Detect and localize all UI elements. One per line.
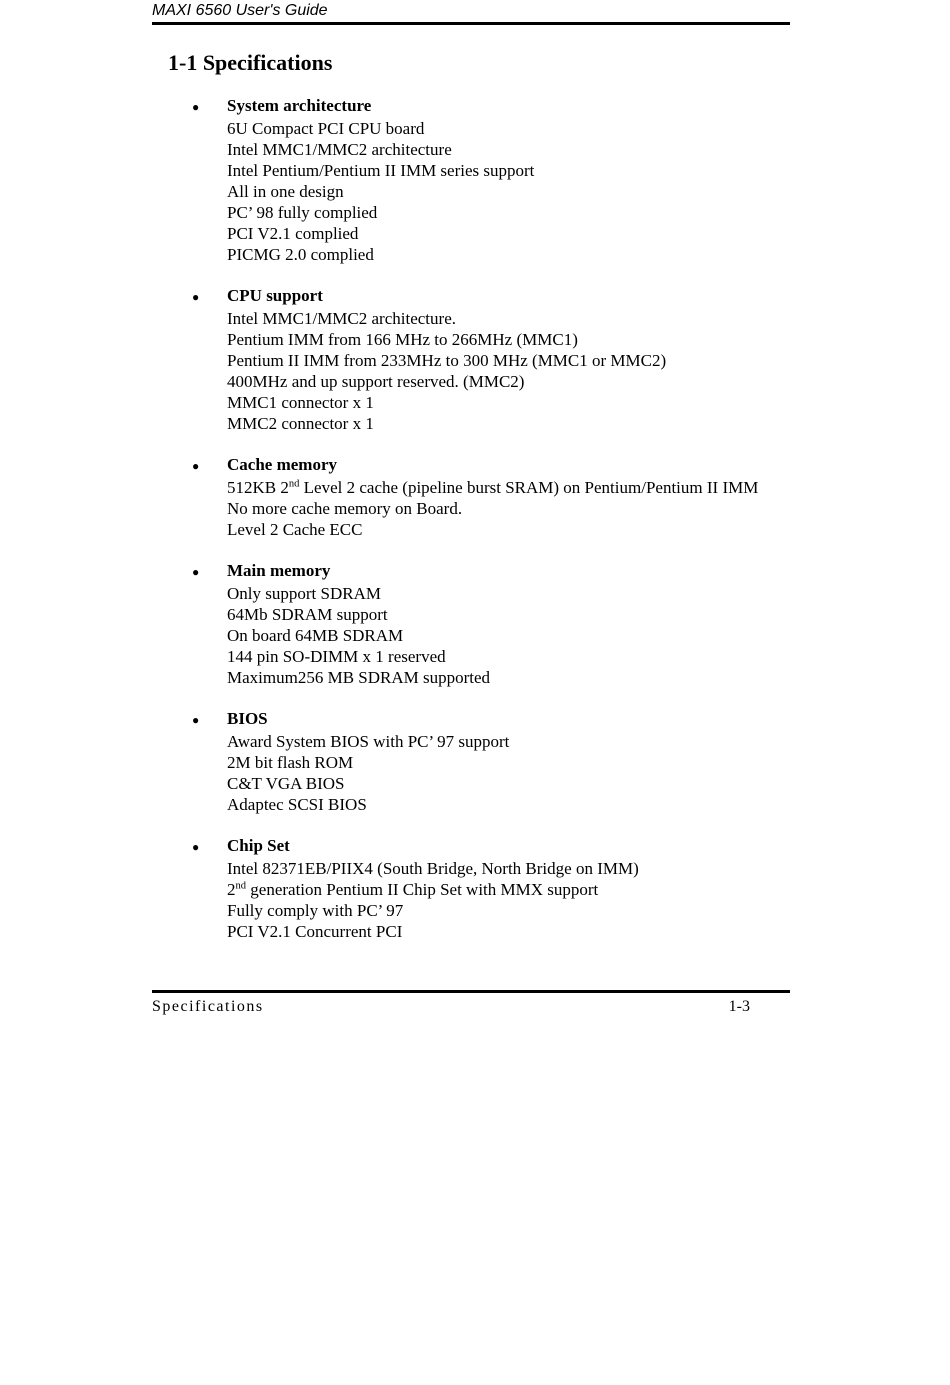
section-title: System architecture	[227, 96, 372, 115]
page-footer	[152, 990, 790, 1017]
spec-line: Intel MMC1/MMC2 architecture.	[227, 309, 456, 328]
spec-line: All in one design	[227, 182, 344, 201]
spec-line: Only support SDRAM	[227, 584, 381, 603]
spec-line: PC’ 98 fully complied	[227, 203, 378, 222]
spec-line: 400MHz and up support reserved. (MMC2)	[227, 372, 525, 391]
superscript-text: nd	[235, 880, 247, 892]
section-title: CPU support	[227, 286, 323, 305]
section-title: BIOS	[227, 709, 268, 728]
spec-section	[192, 835, 852, 942]
section-lines	[227, 731, 852, 815]
bullet-icon: ●	[192, 840, 200, 854]
page-title: 1-1 Specifications	[168, 50, 333, 75]
spec-line: PCI V2.1 Concurrent PCI	[227, 922, 403, 941]
spec-line: On board 64MB SDRAM	[227, 626, 404, 645]
bullet-cell	[192, 835, 227, 858]
spec-line: 2M bit flash ROM	[227, 753, 354, 772]
spec-line	[227, 477, 852, 498]
spec-line: Pentium II IMM from 233MHz to 300 MHz (MMC1 or MMC2)	[227, 351, 667, 370]
header-title: MAXI 6560 User's Guide	[152, 2, 328, 19]
bullet-icon: ●	[192, 565, 200, 579]
spec-line	[227, 879, 852, 900]
spec-section	[192, 560, 852, 688]
section-lines	[227, 583, 852, 688]
line-text: generation Pentium II Chip Set with MMX support	[246, 880, 599, 899]
spec-line: C&T VGA BIOS	[227, 774, 345, 793]
spec-line: Fully comply with PC’ 97	[227, 901, 404, 920]
spec-line: Maximum256 MB SDRAM supported	[227, 668, 491, 687]
section-title-row	[192, 95, 852, 118]
spec-line: MMC2 connector x 1	[227, 414, 374, 433]
section-title-row	[192, 560, 852, 583]
spec-line: Adaptec SCSI BIOS	[227, 795, 367, 814]
spec-line: 64Mb SDRAM support	[227, 605, 388, 624]
section-lines	[227, 858, 852, 942]
spec-line: 144 pin SO-DIMM x 1 reserved	[227, 647, 446, 666]
bullet-cell	[192, 454, 227, 477]
spec-line: 6U Compact PCI CPU board	[227, 119, 425, 138]
line-text: Level 2 cache (pipeline burst SRAM) on Pentium/Pentium II IMM	[299, 478, 759, 497]
running-header	[152, 2, 790, 25]
section-title-row	[192, 285, 852, 308]
spec-line: Pentium IMM from 166 MHz to 266MHz (MMC1)	[227, 330, 578, 349]
spec-line: Level 2 Cache ECC	[227, 520, 363, 539]
spec-line: No more cache memory on Board.	[227, 499, 463, 518]
bullet-icon: ●	[192, 459, 200, 473]
section-title-row	[192, 708, 852, 731]
spec-line: Intel MMC1/MMC2 architecture	[227, 140, 452, 159]
spec-line: Award System BIOS with PC’ 97 support	[227, 732, 510, 751]
bullet-icon: ●	[192, 100, 200, 114]
spec-sections	[192, 95, 852, 942]
header-rule	[152, 22, 790, 25]
section-title: Cache memory	[227, 455, 337, 474]
section-title: Main memory	[227, 561, 331, 580]
section-lines	[227, 308, 852, 434]
spec-section	[192, 454, 852, 540]
bullet-icon: ●	[192, 713, 200, 727]
footer-rule	[152, 990, 790, 993]
footer-page-number: 1-3	[728, 998, 750, 1015]
spec-section	[192, 708, 852, 815]
section-title: Chip Set	[227, 836, 290, 855]
section-lines	[227, 477, 852, 540]
spec-line: PICMG 2.0 complied	[227, 245, 374, 264]
bullet-cell	[192, 285, 227, 308]
superscript-text: nd	[288, 478, 300, 490]
spec-line: Intel Pentium/Pentium II IMM series support	[227, 161, 535, 180]
spec-line: MMC1 connector x 1	[227, 393, 374, 412]
bullet-icon: ●	[192, 290, 200, 304]
spec-line: Intel 82371EB/PIIX4 (South Bridge, North Bridge on IMM)	[227, 859, 639, 878]
bullet-cell	[192, 560, 227, 583]
spec-section	[192, 95, 852, 265]
section-title-row	[192, 454, 852, 477]
spec-section	[192, 285, 852, 434]
section-title-row	[192, 835, 852, 858]
section-lines	[227, 118, 852, 265]
line-text: 512KB 2	[227, 478, 289, 497]
bullet-cell	[192, 708, 227, 731]
footer-section-label: Specifications	[152, 998, 264, 1015]
spec-line: PCI V2.1 complied	[227, 224, 359, 243]
footer-row	[152, 997, 790, 1017]
line-text: 2	[227, 880, 236, 899]
bullet-cell	[192, 95, 227, 118]
